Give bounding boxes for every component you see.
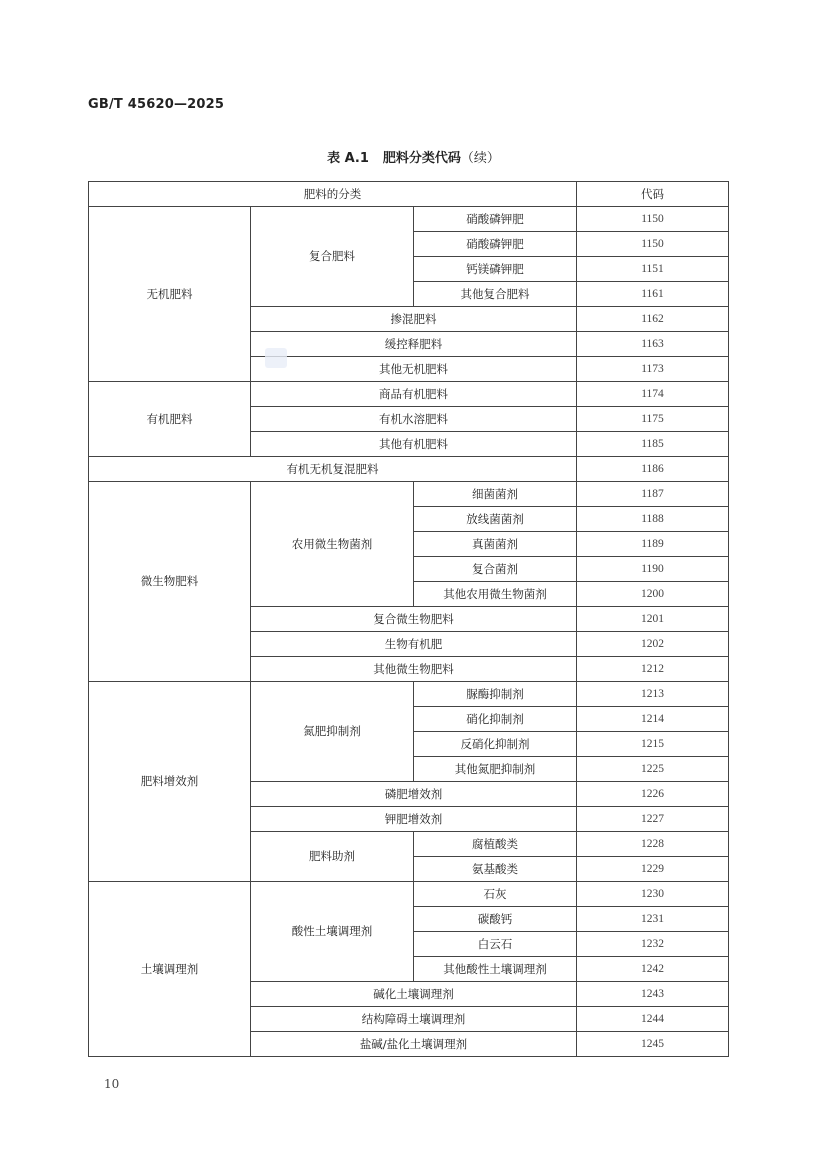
item-code: 1174 [577,382,729,407]
item-name: 硝酸磷钾肥 [414,232,577,257]
item-code: 1243 [577,982,729,1007]
item-code: 1161 [577,282,729,307]
item-code: 1151 [577,257,729,282]
item-code: 1175 [577,407,729,432]
table-caption [0,147,827,166]
item-code: 1215 [577,732,729,757]
group-synergist: 肥料增效剂 [89,682,251,882]
item-code: 1231 [577,907,729,932]
item-name: 结构障碍土壤调理剂 [251,1007,577,1032]
group-microbial: 微生物肥料 [89,482,251,682]
standard-code: GB/T 45620—2025 [88,97,225,112]
item-name: 腐植酸类 [414,832,577,857]
page-number: 10 [104,1077,120,1091]
item-name: 其他氮肥抑制剂 [414,757,577,782]
item-name: 复合微生物肥料 [251,607,577,632]
item-code: 1173 [577,357,729,382]
table-header-row [89,182,729,207]
item-code: 1187 [577,482,729,507]
header-category: 肥料的分类 [89,182,577,207]
item-name: 钙镁磷钾肥 [414,257,577,282]
item-code: 1232 [577,932,729,957]
group-soil: 土壤调理剂 [89,882,251,1057]
item-name: 磷肥增效剂 [251,782,577,807]
item-name: 硝酸磷钾肥 [414,207,577,232]
item-code: 1163 [577,332,729,357]
table-row [89,482,729,507]
item-name: 白云石 [414,932,577,957]
header-code: 代码 [577,182,729,207]
item-code: 1242 [577,957,729,982]
item-name: 放线菌菌剂 [414,507,577,532]
group-inorganic: 无机肥料 [89,207,251,382]
table-row [89,682,729,707]
item-code: 1230 [577,882,729,907]
item-name: 细菌菌剂 [414,482,577,507]
subgroup-compound: 复合肥料 [251,207,414,307]
item-code: 1202 [577,632,729,657]
item-name: 真菌菌剂 [414,532,577,557]
item-name: 氨基酸类 [414,857,577,882]
item-code: 1150 [577,207,729,232]
table-row [89,882,729,907]
item-code: 1226 [577,782,729,807]
item-name: 其他无机肥料 [251,357,577,382]
group-organic: 有机肥料 [89,382,251,457]
table-row [89,382,729,407]
watermark-logo [265,348,287,368]
item-code: 1244 [577,1007,729,1032]
item-code: 1213 [577,682,729,707]
item-name: 缓控释肥料 [251,332,577,357]
item-code: 1227 [577,807,729,832]
caption-label: 表 A.1 [327,151,369,166]
item-name: 其他有机肥料 [251,432,577,457]
item-name: 石灰 [414,882,577,907]
item-name: 复合菌剂 [414,557,577,582]
item-code: 1185 [577,432,729,457]
subgroup-aid: 肥料助剂 [251,832,414,882]
table-row [89,457,729,482]
item-code: 1229 [577,857,729,882]
item-name: 生物有机肥 [251,632,577,657]
item-name: 有机水溶肥料 [251,407,577,432]
item-name: 掺混肥料 [251,307,577,332]
item-name: 反硝化抑制剂 [414,732,577,757]
item-code: 1190 [577,557,729,582]
subgroup-nitrogen: 氮肥抑制剂 [251,682,414,782]
item-code: 1188 [577,507,729,532]
item-name: 其他微生物肥料 [251,657,577,682]
item-code: 1214 [577,707,729,732]
fertilizer-code-table [88,181,729,1057]
item-name: 其他酸性土壤调理剂 [414,957,577,982]
item-name: 碱化土壤调理剂 [251,982,577,1007]
item-code: 1200 [577,582,729,607]
item-name: 钾肥增效剂 [251,807,577,832]
item-code: 1212 [577,657,729,682]
caption-title: 肥料分类代码 [382,151,461,166]
item-code: 1186 [577,457,729,482]
item-code: 1162 [577,307,729,332]
group-organic-inorganic: 有机无机复混肥料 [89,457,577,482]
item-name: 盐碱/盐化土壤调理剂 [251,1032,577,1057]
caption-continued: （续） [460,151,500,166]
item-name: 硝化抑制剂 [414,707,577,732]
subgroup-agent: 农用微生物菌剂 [251,482,414,607]
item-code: 1201 [577,607,729,632]
subgroup-acidic: 酸性土壤调理剂 [251,882,414,982]
item-code: 1225 [577,757,729,782]
item-code: 1150 [577,232,729,257]
item-name: 其他复合肥料 [414,282,577,307]
item-name: 碳酸钙 [414,907,577,932]
table-row [89,207,729,232]
item-name: 其他农用微生物菌剂 [414,582,577,607]
item-name: 商品有机肥料 [251,382,577,407]
item-name: 脲酶抑制剂 [414,682,577,707]
item-code: 1189 [577,532,729,557]
item-code: 1245 [577,1032,729,1057]
item-code: 1228 [577,832,729,857]
